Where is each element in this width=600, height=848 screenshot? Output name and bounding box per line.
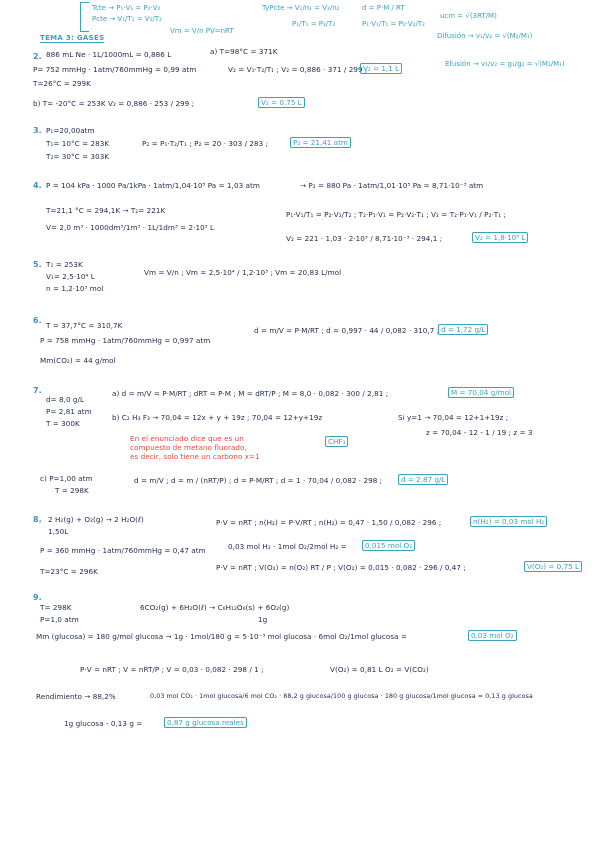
problem-line: T₁= 10°C = 283K bbox=[46, 139, 110, 148]
problem-line: z = 70,04 - 12 - 1 / 19 ; z = 3 bbox=[426, 428, 533, 437]
problem-line: T=23°C = 296K bbox=[40, 567, 98, 576]
result-box: d = 2,87 g/L bbox=[398, 474, 448, 485]
problem-line: P= 752 mmHg · 1atm/760mmHg = 0,99 atm bbox=[33, 65, 197, 74]
law-ucm: ucm = √(3RT/M) bbox=[440, 12, 497, 20]
note-line: En el enunciado dice que es un bbox=[130, 434, 244, 443]
problem-line: 2 H₂(g) + O₂(g) → 2 H₂O(ℓ) bbox=[48, 515, 144, 524]
problem-line: 0,03 mol CO₂ · 1mol glucosa/6 mol CO₂ · 88,2 g glucosa/100 g glucosa · 180 g glucosa/1mol glucosa = 0,13 g glucosa bbox=[150, 692, 533, 700]
law-effusion: Efusión → v₁/v₂ = g₁/g₂ = √(M₂/M₁) bbox=[445, 60, 565, 68]
problem-line: Mm(CO₂) = 44 g/mol bbox=[40, 356, 116, 365]
problem-line: Rendimiento → 88,2% bbox=[36, 692, 116, 701]
result-box: n(H₂) = 0,03 mol H₂ bbox=[470, 516, 547, 527]
problem-line: V₂ = 221 · 1,03 · 2·10³ / 8,71·10⁻³ · 294,1 ; bbox=[286, 234, 443, 243]
problem-line: T₁ = 253K bbox=[46, 260, 83, 269]
problem-line: b) C₂ H₃ F₃ → 70,04 = 12x + y + 19z ; 70,04 = 12+y+19z bbox=[112, 413, 323, 422]
problem-line: a) T=98°C = 371K bbox=[210, 47, 278, 56]
problem-line: T = 37,7°C = 310,7K bbox=[46, 321, 123, 330]
problem-line: 1g glucosa - 0,13 g = bbox=[64, 719, 143, 728]
problem-line: a) d = m/V = P·M/RT ; dRT = P·M ; M = dRT/P ; M = 8,0 · 0,082 · 300 / 2,81 ; bbox=[112, 389, 389, 398]
problem-line: 0,03 mol H₂ · 1mol O₂/2mol H₂ = bbox=[228, 542, 347, 551]
problem-line: d = m/V = P·M/RT ; d = 0,997 · 44 / 0,082 · 310,7 ; bbox=[254, 326, 440, 335]
problem-line: P₁=20,00atm bbox=[46, 126, 95, 135]
result-box: d = 1,72 g/L bbox=[438, 324, 488, 335]
problem-line: Vm = V/n ; Vm = 2,5·10⁴ / 1,2·10³ ; Vm = 20,83 L/mol bbox=[144, 268, 342, 277]
problem-number: 4. bbox=[33, 181, 42, 190]
problem-line: Si y=1 → 70,04 = 12+1+19z ; bbox=[398, 413, 509, 422]
result-box: V₂ = 1,1 L bbox=[360, 63, 402, 74]
problem-line: P·V = nRT ; V(O₂) = n(O₂) RT / P ; V(O₂) = 0,015 · 0,082 · 296 / 0,47 ; bbox=[216, 563, 466, 572]
problem-line: T₂= 30°C = 303K bbox=[46, 152, 110, 161]
result-box: 0,03 mol O₂ bbox=[468, 630, 517, 641]
problem-line: Mm (glucosa) = 180 g/mol glucosa → 1g · 1mol/180 g = 5·10⁻³ mol glucosa · 6mol O₂/1mol glucosa = bbox=[36, 632, 408, 641]
problem-number: 3. bbox=[33, 126, 42, 135]
law-boyle: Tcte → P₁·V₁ = P₂·V₂ bbox=[92, 4, 161, 12]
problem-line: T = 298K bbox=[55, 486, 89, 495]
problem-line: T = 300K bbox=[46, 419, 80, 428]
law-charles: Pcte → V₁/T₁ = V₂/T₂ bbox=[92, 15, 162, 23]
problem-number: 6. bbox=[33, 316, 42, 325]
problem-line: T=26°C = 299K bbox=[33, 79, 91, 88]
law-avogadro: TyPcte → V₁/n₁ = V₂/n₂ bbox=[262, 4, 340, 12]
law-diffusion: Difusión → v₁/v₂ = √(M₂/M₁) bbox=[437, 32, 533, 40]
formula-summary-box bbox=[80, 2, 89, 32]
problem-line: d = m/V ; d = m / (nRT/P) ; d = P·M/RT ; d = 1 · 70,04 / 0,082 · 298 ; bbox=[134, 476, 383, 485]
law-density: d = P·M / RT bbox=[362, 4, 405, 12]
problem-line-result: V(O₂) = 0,81 L O₂ = V(CO₂) bbox=[330, 665, 429, 674]
problem-line: T=21,1 °C = 294,1K → T₂= 221K bbox=[46, 206, 166, 215]
problem-number: 5. bbox=[33, 260, 42, 269]
problem-line: P = 104 kPa · 1000 Pa/1kPa · 1atm/1,04·10⁵ Pa = 1,03 atm bbox=[46, 181, 260, 190]
problem-line: 6CO₂(g) + 6H₂O(ℓ) → C₆H₁₂O₆(s) + 6O₂(g) bbox=[140, 603, 290, 612]
problem-line: P = 360 mmHg · 1atm/760mmHg = 0,47 atm bbox=[40, 546, 206, 555]
law-combined: P₁·V₁/T₁ = P₂·V₂/T₂ bbox=[362, 20, 425, 28]
problem-number: 9. bbox=[33, 593, 42, 602]
problem-line: T= 298K bbox=[40, 603, 72, 612]
result-box: V(O₂) = 0,75 L bbox=[524, 561, 582, 572]
law-molar-volume: Vm = V/n PV=nRT bbox=[170, 27, 234, 35]
problem-line: → P₂ = 880 Pa · 1atm/1,01·10⁵ Pa = 8,71·10⁻³ atm bbox=[300, 181, 484, 190]
problem-line: V= 2,0 m³ · 1000dm³/1m³ · 1L/1dm³ = 2·10³ L bbox=[46, 223, 215, 232]
problem-line: 1,50L bbox=[48, 527, 69, 536]
page-title: TEMA 3: GASES bbox=[40, 34, 105, 42]
problem-number: 8. bbox=[33, 515, 42, 524]
problem-line: 1g bbox=[258, 615, 268, 624]
problem-number: 7. bbox=[33, 386, 42, 395]
problem-line: n = 1,2·10³ mol bbox=[46, 284, 104, 293]
note-line: compuesto de metano fluorado, bbox=[130, 443, 247, 452]
result-box: 0,87 g glucosa reales bbox=[164, 717, 247, 728]
problem-line: c) P=1,00 atm bbox=[40, 474, 93, 483]
result-box: P₂ = 21,41 atm bbox=[290, 137, 351, 148]
result-box: CHF₃ bbox=[325, 436, 348, 447]
problem-line: b) T= -20°C = 253K V₂ = 0,886 · 253 / 299 ; bbox=[33, 99, 195, 108]
problem-line: P·V = nRT ; V = nRT/P ; V = 0,03 · 0,082 · 298 / 1 ; bbox=[80, 665, 264, 674]
problem-line: V₁= 2,5·10⁴ L bbox=[46, 272, 95, 281]
result-box: V₂ = 0,75 L bbox=[258, 97, 305, 108]
problem-line: P₂ = P₁·T₂/T₁ ; P₂ = 20 · 303 / 283 ; bbox=[142, 139, 269, 148]
problem-line: P·V = nRT ; n(H₂) = P·V/RT ; n(H₂) = 0,47 · 1,50 / 0,082 · 296 ; bbox=[216, 518, 442, 527]
problem-line: d= 8,0 g/L bbox=[46, 395, 85, 404]
problem-line: P = 758 mmHg · 1atm/760mmHg = 0,997 atm bbox=[40, 336, 211, 345]
law-gay-lussac: P₁/T₁ = P₂/T₂ bbox=[292, 20, 336, 28]
problem-number: 2. bbox=[33, 52, 42, 61]
result-box: V₂ = 1,8·10⁵ L bbox=[472, 232, 528, 243]
problem-line: P₁·V₁/T₁ = P₂·V₂/T₂ ; T₂·P₁·V₁ = P₂·V₂·T₁ ; V₂ = T₂·P₁·V₁ / P₂·T₁ ; bbox=[286, 210, 506, 219]
problem-line: P=1,0 atm bbox=[40, 615, 79, 624]
result-box: 0,015 mol O₂ bbox=[362, 540, 415, 551]
problem-line: P= 2,81 atm bbox=[46, 407, 92, 416]
problem-line: V₂ = V₁·T₂/T₁ ; V₂ = 0,886 · 371 / 299 ; bbox=[228, 65, 368, 74]
problem-line: 886 mL Ne · 1L/1000mL = 0,886 L bbox=[46, 50, 172, 59]
note-line: es decir, solo tiene un carbono x=1 bbox=[130, 452, 260, 461]
result-box: M = 70,04 g/mol bbox=[448, 387, 514, 398]
